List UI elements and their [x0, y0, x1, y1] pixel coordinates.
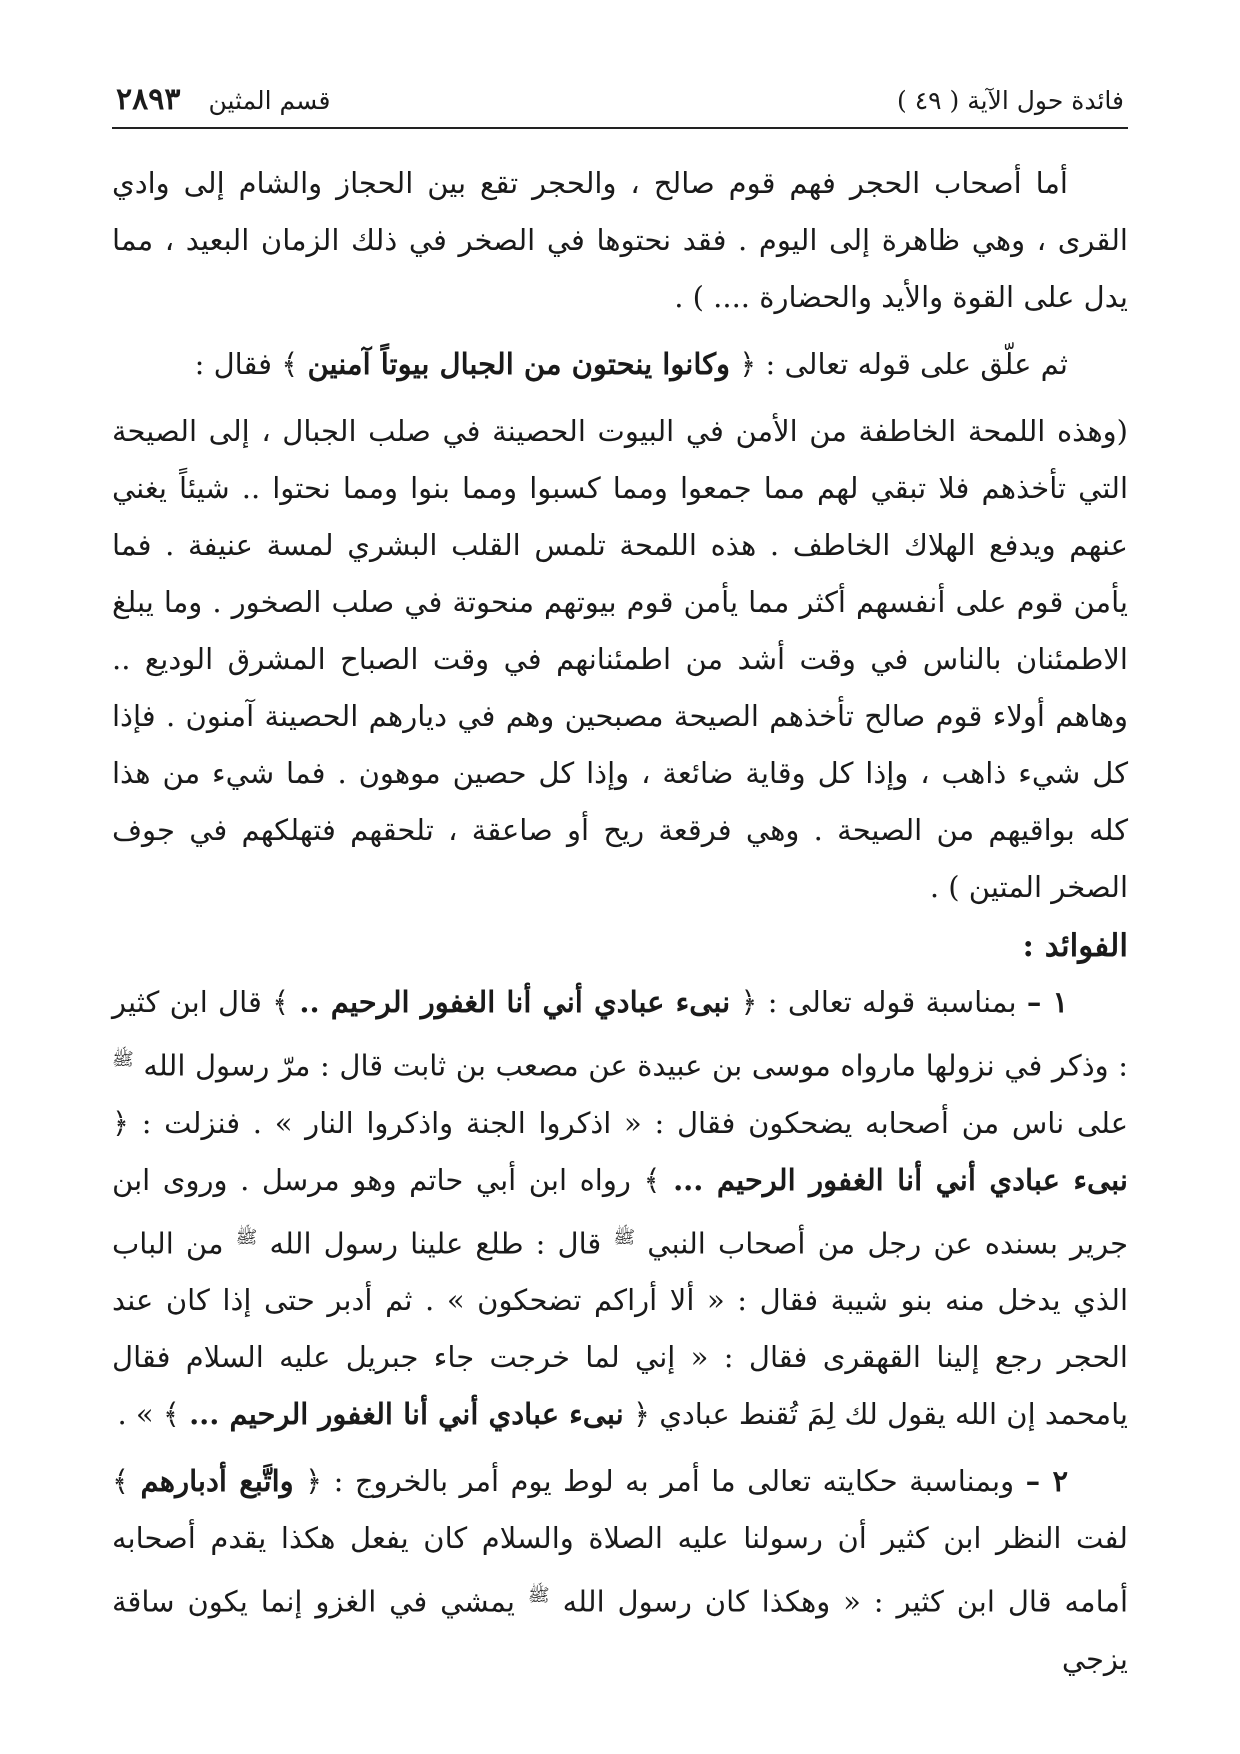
chapter-title: فائدة حول الآية ( ٤٩ ) [897, 86, 1124, 115]
salla-glyph: ﷺ [112, 1049, 134, 1070]
item-number: ١ – [1026, 985, 1069, 1019]
item-number: ٢ – [1025, 1464, 1069, 1499]
section-name: قسم المثين [208, 86, 331, 115]
quran-verse: نبىء عبادي أني أنا الغفور الرحيم ... [189, 1397, 624, 1432]
benefit-item-2 [112, 1453, 1128, 1688]
text-run: يمشي في الغزو إنما يكون ساقة يزجي [112, 1584, 1128, 1676]
text-run: ﴾ قال ابن كثير : وذكر في نزولها مارواه موسى بن عبيدة عن مصعب بن ثابت قال : مرّ رسول الله [112, 985, 1128, 1083]
text-run: وبمناسبة حكايته تعالى ما أمر به لوط يوم أمر بالخروج : ﴿ [305, 1464, 1015, 1499]
quran-verse: نبىء عبادي أني أنا الغفور الرحيم ... [673, 1162, 1128, 1197]
text-run: بمناسبة قوله تعالى : ﴿ [740, 985, 1017, 1019]
text-run: ثم علّق على قوله تعالى : ﴿ [739, 347, 1068, 381]
text-run: ﴾ رواه ابن أبي حاتم وهو مرسل . وروى ابن جرير بسنده عن رجل من أصحاب النبي [112, 1162, 1129, 1261]
salla-glyph: ﷺ [527, 1585, 550, 1607]
quote-paragraph: (وهذه اللمحة الخاطفة من الأمن في البيوت الحصينة في صلب الجبال ، إلى الصيحة التي تأخذهم فلا تبقي لهم مما جمعوا ومما كسبوا ومما بنوا ومما نحتوا .. شيئاً يغني عنهم ويدفع الهلاك الخاطف . هذه اللمحة تلمس القلب البشري لمسة عنيفة . فما يأمن قوم على أنفسهم أكثر مما يأمن قوم بيوتهم منحوتة في صلب الصخور . وما يبلغ الاطمئنان بالناس في وقت أشد من اطمئنانهم في وقت الصباح المشرق الوديع .. وهاهم أولاء قوم صالح تأخذهم الصيحة مصبحين وهم في ديارهم الحصينة آمنون . فإذا كل شيء ذاهب ، وإذا كل وقاية ضائعة ، وإذا كل حصين موهون . فما شيء من هذا كله بواقيهم من الصيحة . وهي فرقعة ريح أو صاعقة ، تلحقهم فتهلكهم في جوف الصخر المتين ) . [112, 414, 1128, 904]
text-run: ﴾ لفت النظر ابن كثير أن رسولنا عليه الصلاة والسلام كان يفعل هكذا يقدم أصحابه أمامه قال ابن كثير : « وهكذا كان رسول الله [112, 1464, 1129, 1619]
page-number: ٢٨٩٣ [116, 82, 181, 117]
text-run: قال : طلع علينا رسول الله [269, 1226, 602, 1261]
text-run: ﴾ » . [117, 1397, 180, 1432]
section-heading: الفوائد : [1022, 928, 1128, 964]
page-body [112, 155, 1128, 1688]
salla-glyph: ﷺ [235, 1226, 258, 1248]
header-left [116, 82, 330, 117]
paragraph: أما أصحاب الحجر فهم قوم صالح ، والحجر تقع بين الحجاز والشام إلى وادي القرى ، وهي ظاهرة إلى اليوم . فقد نحتوها في الصخر في ذلك الزمان البعيد ، مما يدل على القوة والأيد والحضارة .... ) . [112, 166, 1128, 314]
salla-glyph: ﷺ [613, 1226, 636, 1248]
text-run: من الباب الذي يدخل منه بنو شيبة فقال : « ألا أراكم تضحكون » . ثم أدبر حتى إذا كان عند الحجر رجع إلينا القهقرى فقال : « إني لما خرجت جاء جبريل عليه السلام فقال يامحمد إن الله يقول لك لِمَ تُقنط عبادي ﴿ [112, 1226, 1128, 1432]
text-run: ﴾ فقال : [194, 347, 299, 381]
running-header [112, 82, 1128, 129]
quran-verse: نبىء عبادي أني أنا الغفور الرحيم .. [299, 985, 731, 1019]
quran-verse: واتَّبع أدبارهم [140, 1464, 294, 1499]
quran-intro [112, 336, 1128, 393]
quran-verse: وكانوا ينحتون من الجبال بيوتاً آمنين [307, 347, 731, 381]
benefit-item-1 [112, 974, 1128, 1443]
text-run: على ناس من أصحابه يضحكون فقال : « اذكروا الجنة واذكروا النار » . فنزلت : ﴿ [112, 1105, 1128, 1140]
